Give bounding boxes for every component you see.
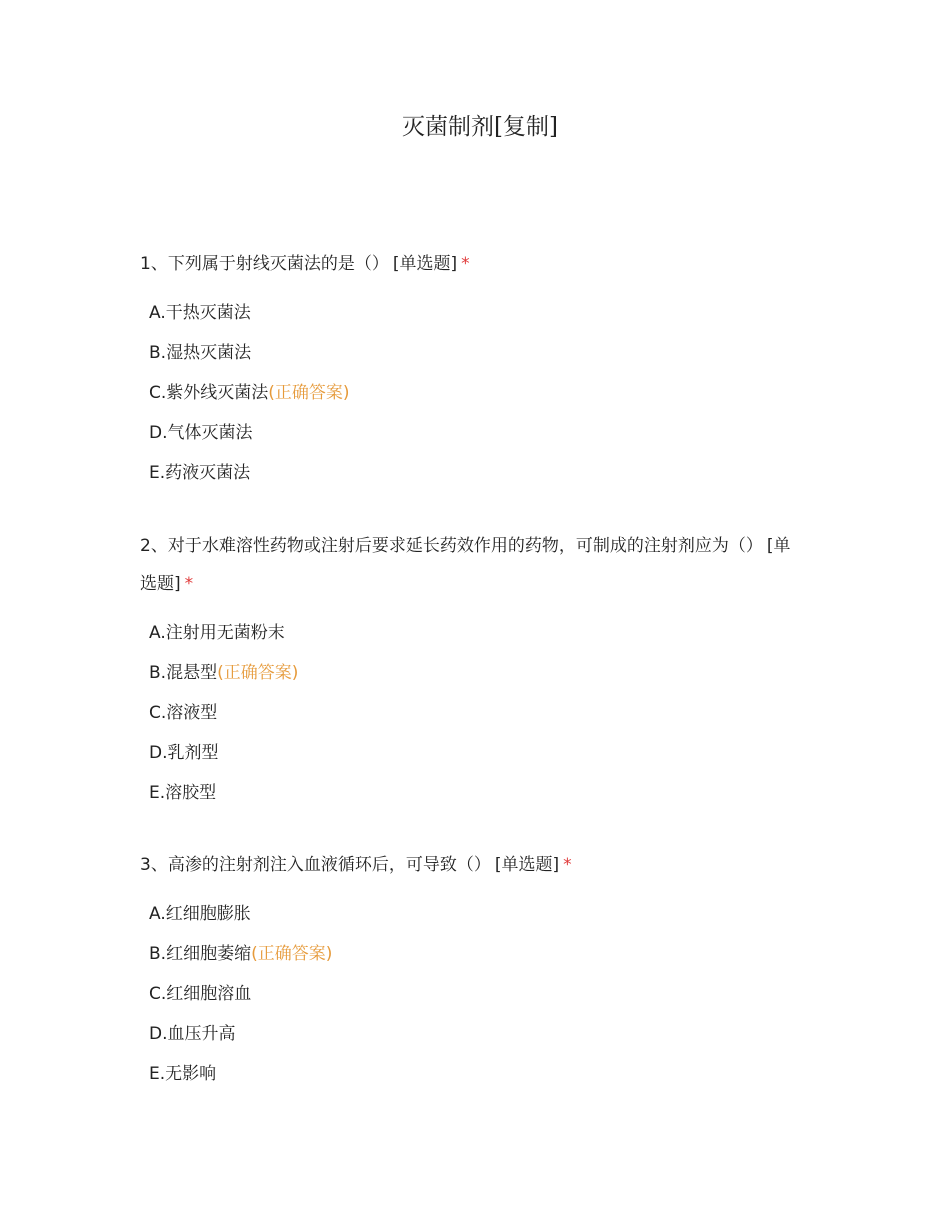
correct-answer-note: (正确答案) bbox=[251, 944, 333, 964]
question-stem: 对于水难溶性药物或注射后要求延长药效作用的药物，可制成的注射剂应为（） bbox=[167, 536, 763, 556]
question-2 bbox=[140, 527, 800, 813]
question-type: [单选题] bbox=[392, 254, 458, 274]
question-number: 2、 bbox=[140, 536, 168, 556]
option-d[interactable] bbox=[149, 733, 800, 773]
option-label: A.红细胞膨胀 bbox=[149, 904, 251, 924]
option-d[interactable] bbox=[149, 413, 800, 453]
option-b[interactable] bbox=[149, 333, 800, 373]
question-text bbox=[140, 846, 800, 884]
question-number: 1、 bbox=[140, 254, 168, 274]
required-mark: * bbox=[184, 574, 194, 594]
option-label: A.注射用无菌粉末 bbox=[149, 623, 285, 643]
option-label: E.溶胶型 bbox=[149, 783, 217, 803]
option-d[interactable] bbox=[149, 1014, 800, 1054]
page-title: 灭菌制剂[复制] bbox=[402, 114, 558, 140]
option-label: E.药液灭菌法 bbox=[149, 463, 251, 483]
question-number: 3、 bbox=[140, 855, 168, 875]
question-type: [单选题] bbox=[140, 536, 791, 594]
question-3 bbox=[140, 846, 800, 1094]
option-label: A.干热灭菌法 bbox=[149, 303, 251, 323]
option-label: D.乳剂型 bbox=[149, 743, 219, 763]
option-label: C.紫外线灭菌法 bbox=[149, 383, 269, 403]
option-e[interactable] bbox=[149, 453, 800, 493]
option-c[interactable] bbox=[149, 373, 800, 413]
option-list bbox=[149, 613, 800, 813]
option-label: C.红细胞溶血 bbox=[149, 984, 252, 1004]
option-label: B.红细胞萎缩 bbox=[149, 944, 252, 964]
option-e[interactable] bbox=[149, 1054, 800, 1094]
correct-answer-note: (正确答案) bbox=[217, 663, 299, 683]
option-b[interactable] bbox=[149, 934, 800, 974]
option-c[interactable] bbox=[149, 974, 800, 1014]
option-a[interactable] bbox=[149, 613, 800, 653]
option-label: E.无影响 bbox=[149, 1064, 217, 1084]
option-a[interactable] bbox=[149, 293, 800, 333]
required-mark: * bbox=[563, 855, 572, 875]
option-label: C.溶液型 bbox=[149, 703, 218, 723]
option-label: B.湿热灭菌法 bbox=[149, 343, 252, 363]
option-list bbox=[149, 894, 800, 1094]
option-e[interactable] bbox=[149, 773, 800, 813]
option-label: D.血压升高 bbox=[149, 1024, 236, 1044]
question-stem: 高渗的注射剂注入血液循环后，可导致（） bbox=[167, 855, 491, 875]
option-label: D.气体灭菌法 bbox=[149, 423, 253, 443]
question-text bbox=[140, 527, 800, 603]
option-label: B.混悬型 bbox=[149, 663, 218, 683]
option-c[interactable] bbox=[149, 693, 800, 733]
option-b[interactable] bbox=[149, 653, 800, 693]
question-stem: 下列属于射线灭菌法的是（） bbox=[167, 254, 389, 274]
question-type: [单选题] bbox=[494, 855, 560, 875]
option-a[interactable] bbox=[149, 894, 800, 934]
required-mark: * bbox=[461, 254, 470, 274]
question-1 bbox=[140, 245, 800, 493]
option-list bbox=[149, 293, 800, 493]
correct-answer-note: (正确答案) bbox=[268, 383, 350, 403]
question-text bbox=[140, 245, 800, 283]
